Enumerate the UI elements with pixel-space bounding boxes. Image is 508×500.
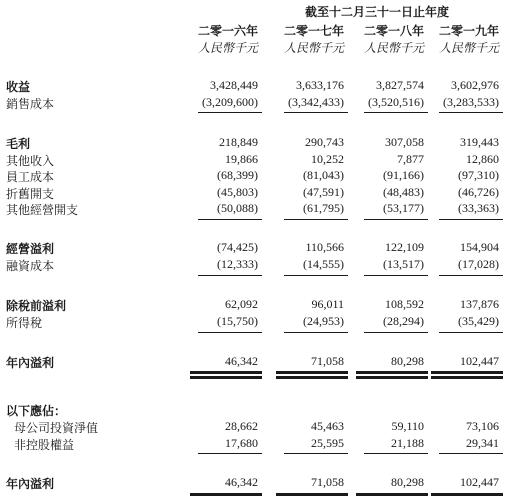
cell-value: 102,447 xyxy=(460,354,499,368)
table-row xyxy=(0,95,508,113)
subtotal-rule xyxy=(198,332,262,333)
column-header-2019: 二零一九年 xyxy=(438,24,499,38)
cell-value: 122,109 xyxy=(385,240,424,254)
table-row xyxy=(0,436,508,454)
table-row xyxy=(0,168,508,186)
row-label: 其他收入 xyxy=(6,154,55,168)
cell-value: 80,298 xyxy=(391,475,424,489)
cell-value: (35,429) xyxy=(458,314,499,328)
cell-value: (53,177) xyxy=(383,201,424,215)
cell-value: (48,483) xyxy=(383,185,424,199)
row-label: 其他經營開支 xyxy=(6,203,79,217)
total-double-rule xyxy=(276,371,348,374)
row-label: 員工成本 xyxy=(6,170,55,184)
subtotal-rule xyxy=(364,275,428,276)
unit-label: 人民幣千元 xyxy=(197,41,258,55)
cell-value: (3,209,600) xyxy=(202,95,258,109)
cell-value: 218,849 xyxy=(219,135,258,149)
cell-value: 19,866 xyxy=(225,152,258,166)
cell-value: (17,028) xyxy=(458,257,499,271)
total-double-rule xyxy=(276,493,348,496)
cell-value: 21,188 xyxy=(391,436,424,450)
row-label: 經營溢利 xyxy=(6,242,55,256)
cell-value: 17,680 xyxy=(225,436,258,450)
cell-value: (14,555) xyxy=(303,257,344,271)
subtotal-rule xyxy=(439,332,503,333)
subtotal-rule xyxy=(364,112,428,113)
total-double-rule xyxy=(190,371,262,374)
total-double-rule xyxy=(276,376,348,379)
subtotal-rule xyxy=(284,275,348,276)
table-row xyxy=(0,240,508,258)
cell-value: 10,252 xyxy=(311,152,344,166)
column-header-2016: 二零一六年 xyxy=(197,24,258,38)
subtotal-rule xyxy=(198,275,262,276)
cell-value: (46,726) xyxy=(458,185,499,199)
row-label: 母公司投資淨值 xyxy=(14,421,99,435)
cell-value: (91,166) xyxy=(383,168,424,182)
cell-value: 137,876 xyxy=(460,297,499,311)
cell-value: 307,058 xyxy=(385,135,424,149)
table-row xyxy=(0,419,508,437)
subtotal-rule xyxy=(284,332,348,333)
subtotal-rule xyxy=(364,219,428,220)
table-row xyxy=(0,475,508,493)
subtotal-rule xyxy=(284,219,348,220)
cell-value: (12,333) xyxy=(217,257,258,271)
cell-value: 46,342 xyxy=(225,354,258,368)
column-header-2017: 二零一七年 xyxy=(283,24,344,38)
total-double-rule xyxy=(356,493,428,496)
subtotal-rule xyxy=(198,219,262,220)
row-label: 毛利 xyxy=(6,137,31,151)
total-double-rule xyxy=(356,376,428,379)
cell-value: (28,294) xyxy=(383,314,424,328)
total-double-rule xyxy=(190,376,262,379)
cell-value: (81,043) xyxy=(303,168,344,182)
cell-value: 3,602,976 xyxy=(451,78,499,92)
cell-value: 73,106 xyxy=(466,419,499,433)
cell-value: 80,298 xyxy=(391,354,424,368)
cell-value: (33,363) xyxy=(458,201,499,215)
cell-value: (50,088) xyxy=(217,201,258,215)
cell-value: 110,566 xyxy=(305,240,344,254)
subtotal-rule xyxy=(439,275,503,276)
table-row xyxy=(0,297,508,315)
table-row xyxy=(0,354,508,372)
table-row xyxy=(0,314,508,332)
unit-label: 人民幣千元 xyxy=(363,41,424,55)
row-label: 折舊開支 xyxy=(6,187,55,201)
cell-value: (3,342,433) xyxy=(288,95,344,109)
cell-value: 62,092 xyxy=(225,297,258,311)
cell-value: 290,743 xyxy=(305,135,344,149)
cell-value: (3,283,533) xyxy=(443,95,499,109)
row-label: 銷售成本 xyxy=(6,97,55,111)
row-label: 除稅前溢利 xyxy=(6,299,67,313)
subtotal-rule xyxy=(364,453,428,454)
cell-value: (15,750) xyxy=(217,314,258,328)
table-row xyxy=(0,201,508,219)
cell-value: 3,428,449 xyxy=(210,78,258,92)
cell-value: 25,595 xyxy=(311,436,344,450)
row-label: 所得稅 xyxy=(6,316,43,330)
cell-value: 12,860 xyxy=(466,152,499,166)
total-double-rule xyxy=(431,493,503,496)
subtotal-rule xyxy=(284,453,348,454)
cell-value: 319,443 xyxy=(460,135,499,149)
subtotal-rule xyxy=(439,112,503,113)
row-label: 年內溢利 xyxy=(6,356,55,370)
cell-value: (24,953) xyxy=(303,314,344,328)
unit-label: 人民幣千元 xyxy=(283,41,344,55)
cell-value: 45,463 xyxy=(311,419,344,433)
cell-value: (68,399) xyxy=(217,168,258,182)
cell-value: (13,517) xyxy=(383,257,424,271)
table-row xyxy=(0,135,508,153)
total-double-rule xyxy=(431,376,503,379)
period-header: 截至十二月三十一日止年度 xyxy=(304,5,449,19)
row-label: 收益 xyxy=(6,80,31,94)
cell-value: 59,110 xyxy=(391,419,424,433)
cell-value: (47,591) xyxy=(303,185,344,199)
row-label: 融資成本 xyxy=(6,259,55,273)
subtotal-rule xyxy=(439,453,503,454)
total-double-rule xyxy=(190,493,262,496)
cell-value: 3,827,574 xyxy=(376,78,424,92)
total-double-rule xyxy=(431,371,503,374)
cell-value: 71,058 xyxy=(311,354,344,368)
row-label: 年內溢利 xyxy=(6,477,55,491)
cell-value: 96,011 xyxy=(311,297,344,311)
cell-value: (61,795) xyxy=(303,201,344,215)
subtotal-rule xyxy=(198,453,262,454)
cell-value: 102,447 xyxy=(460,475,499,489)
total-double-rule xyxy=(356,371,428,374)
subtotal-rule xyxy=(364,332,428,333)
column-header-2018: 二零一八年 xyxy=(363,24,424,38)
section-heading-row xyxy=(0,402,508,420)
subtotal-rule xyxy=(198,112,262,113)
cell-value: 29,341 xyxy=(466,436,499,450)
cell-value: 7,877 xyxy=(397,152,424,166)
cell-value: 3,633,176 xyxy=(296,78,344,92)
cell-value: 71,058 xyxy=(311,475,344,489)
cell-value: 46,342 xyxy=(225,475,258,489)
row-label: 非控股權益 xyxy=(14,438,75,452)
subtotal-rule xyxy=(439,219,503,220)
cell-value: 28,662 xyxy=(225,419,258,433)
row-label: 以下應佔： xyxy=(6,404,67,418)
cell-value: 154,904 xyxy=(460,240,499,254)
table-row xyxy=(0,257,508,275)
unit-label: 人民幣千元 xyxy=(438,41,499,55)
subtotal-rule xyxy=(284,112,348,113)
cell-value: (97,310) xyxy=(458,168,499,182)
cell-value: (74,425) xyxy=(217,240,258,254)
cell-value: (3,520,516) xyxy=(368,95,424,109)
cell-value: (45,803) xyxy=(217,185,258,199)
table-row xyxy=(0,78,508,96)
cell-value: 108,592 xyxy=(385,297,424,311)
